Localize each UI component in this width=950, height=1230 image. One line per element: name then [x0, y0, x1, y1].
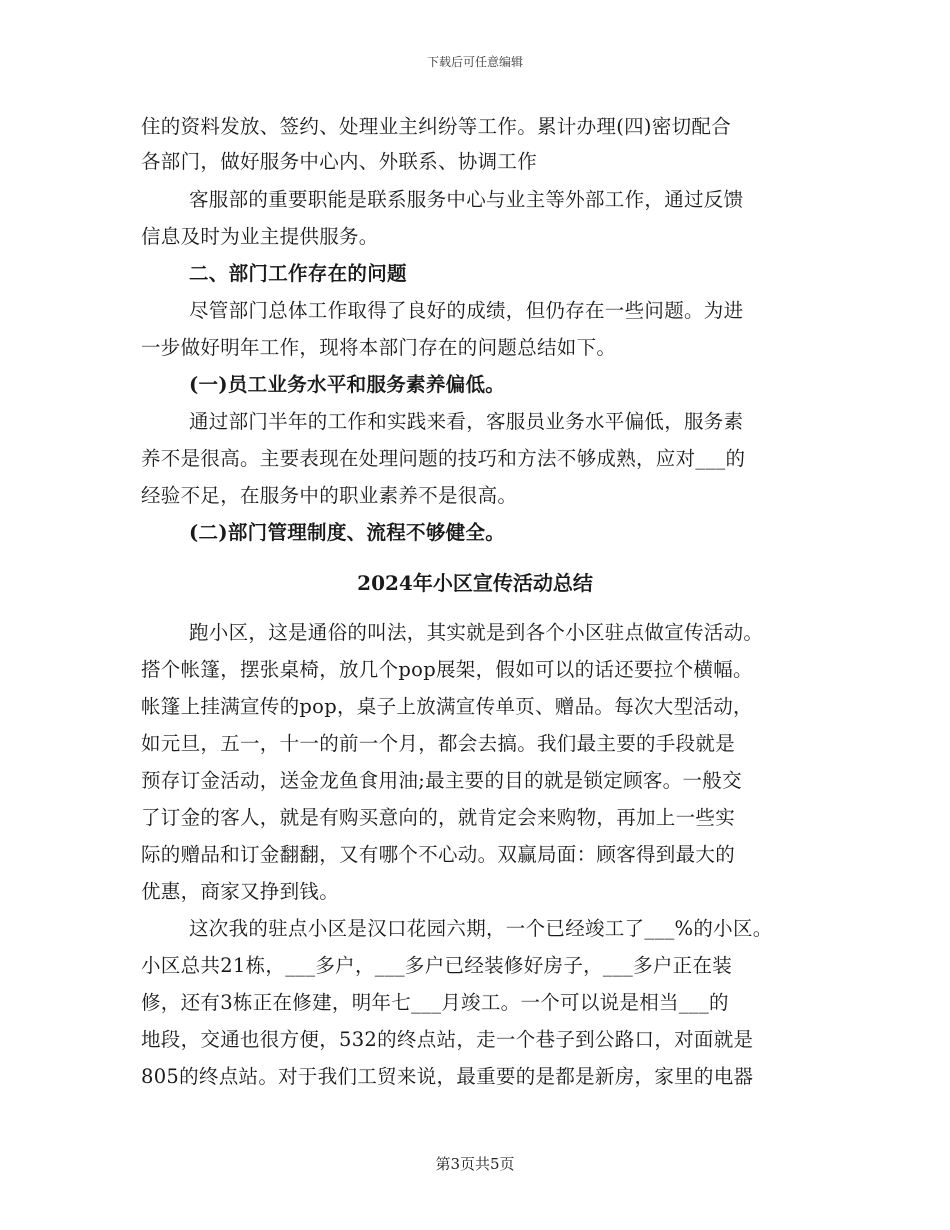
body-line: 如元旦，五一，十一的前一个月，都会去搞。我们最主要的手段就是 [141, 732, 736, 755]
body-line: 养不是很高。主要表现在处理问题的技巧和方法不够成熟，应对___的 [141, 447, 746, 470]
body-line: 际的赠品和订金翻翻，又有哪个不心动。双赢局面：顾客得到最大的 [141, 843, 736, 866]
body-line: 搭个帐篷，摆张桌椅，放几个pop展架，假如可以的话还要拉个横幅。 [141, 658, 753, 681]
subsection-heading: (二)部门管理制度、流程不够健全。 [189, 521, 506, 544]
body-line: 预存订金活动，送金龙鱼食用油;最主要的目的就是锁定顾客。一般交 [141, 769, 742, 792]
body-line: 一步做好明年工作，现将本部门存在的问题总结如下。 [141, 336, 617, 359]
body-line: 修，还有3栋正在修建，明年七___月竣工。一个可以说是相当___的 [141, 991, 729, 1014]
body-line: 通过部门半年的工作和实践来看，客服员业务水平偏低，服务素 [189, 410, 744, 433]
page-number: 第3页共5页 [435, 1155, 515, 1173]
body-line: 客服部的重要职能是联系服务中心与业主等外部工作，通过反馈 [189, 188, 744, 211]
body-line: 住的资料发放、签约、处理业主纠纷等工作。累计办理(四)密切配合 [141, 115, 732, 138]
body-line: 优惠，商家又挣到钱。 [141, 880, 340, 903]
body-line: 地段，交通也很方便，532的终点站，走一个巷子到公路口，对面就是 [141, 1028, 754, 1051]
body-line: 805的终点站。对于我们工贸来说，最重要的是都是新房，家里的电器 [141, 1065, 754, 1088]
body-line: 信息及时为业主提供服务。 [141, 225, 379, 248]
body-line: 小区总共21栋，___多户，___多户已经装修好房子，___多户正在装 [141, 954, 733, 977]
body-line: 各部门，做好服务中心内、外联系、协调工作 [141, 150, 538, 173]
body-line: 尽管部门总体工作取得了良好的成绩，但仍存在一些问题。为进 [189, 299, 744, 322]
body-line: 这次我的驻点小区是汉口花园六期，一个已经竣工了___%的小区。 [189, 917, 773, 940]
body-line: 跑小区，这是通俗的叫法，其实就是到各个小区驻点做宣传活动。 [189, 621, 764, 644]
subsection-heading: (一)员工业务水平和服务素养偏低。 [189, 373, 506, 396]
section-heading: 二、部门工作存在的问题 [189, 262, 407, 285]
body-line: 了订金的客人，就是有购买意向的，就肯定会来购物，再加上一些实 [141, 806, 736, 829]
body-line: 经验不足，在服务中的职业素养不是很高。 [141, 484, 518, 507]
article-title: 2024年小区宣传活动总结 [357, 571, 593, 595]
body-line: 帐篷上挂满宣传的pop，桌子上放满宣传单页、赠品。每次大型活动， [141, 695, 753, 718]
page-header-note: 下载后可任意编辑 [426, 55, 523, 69]
